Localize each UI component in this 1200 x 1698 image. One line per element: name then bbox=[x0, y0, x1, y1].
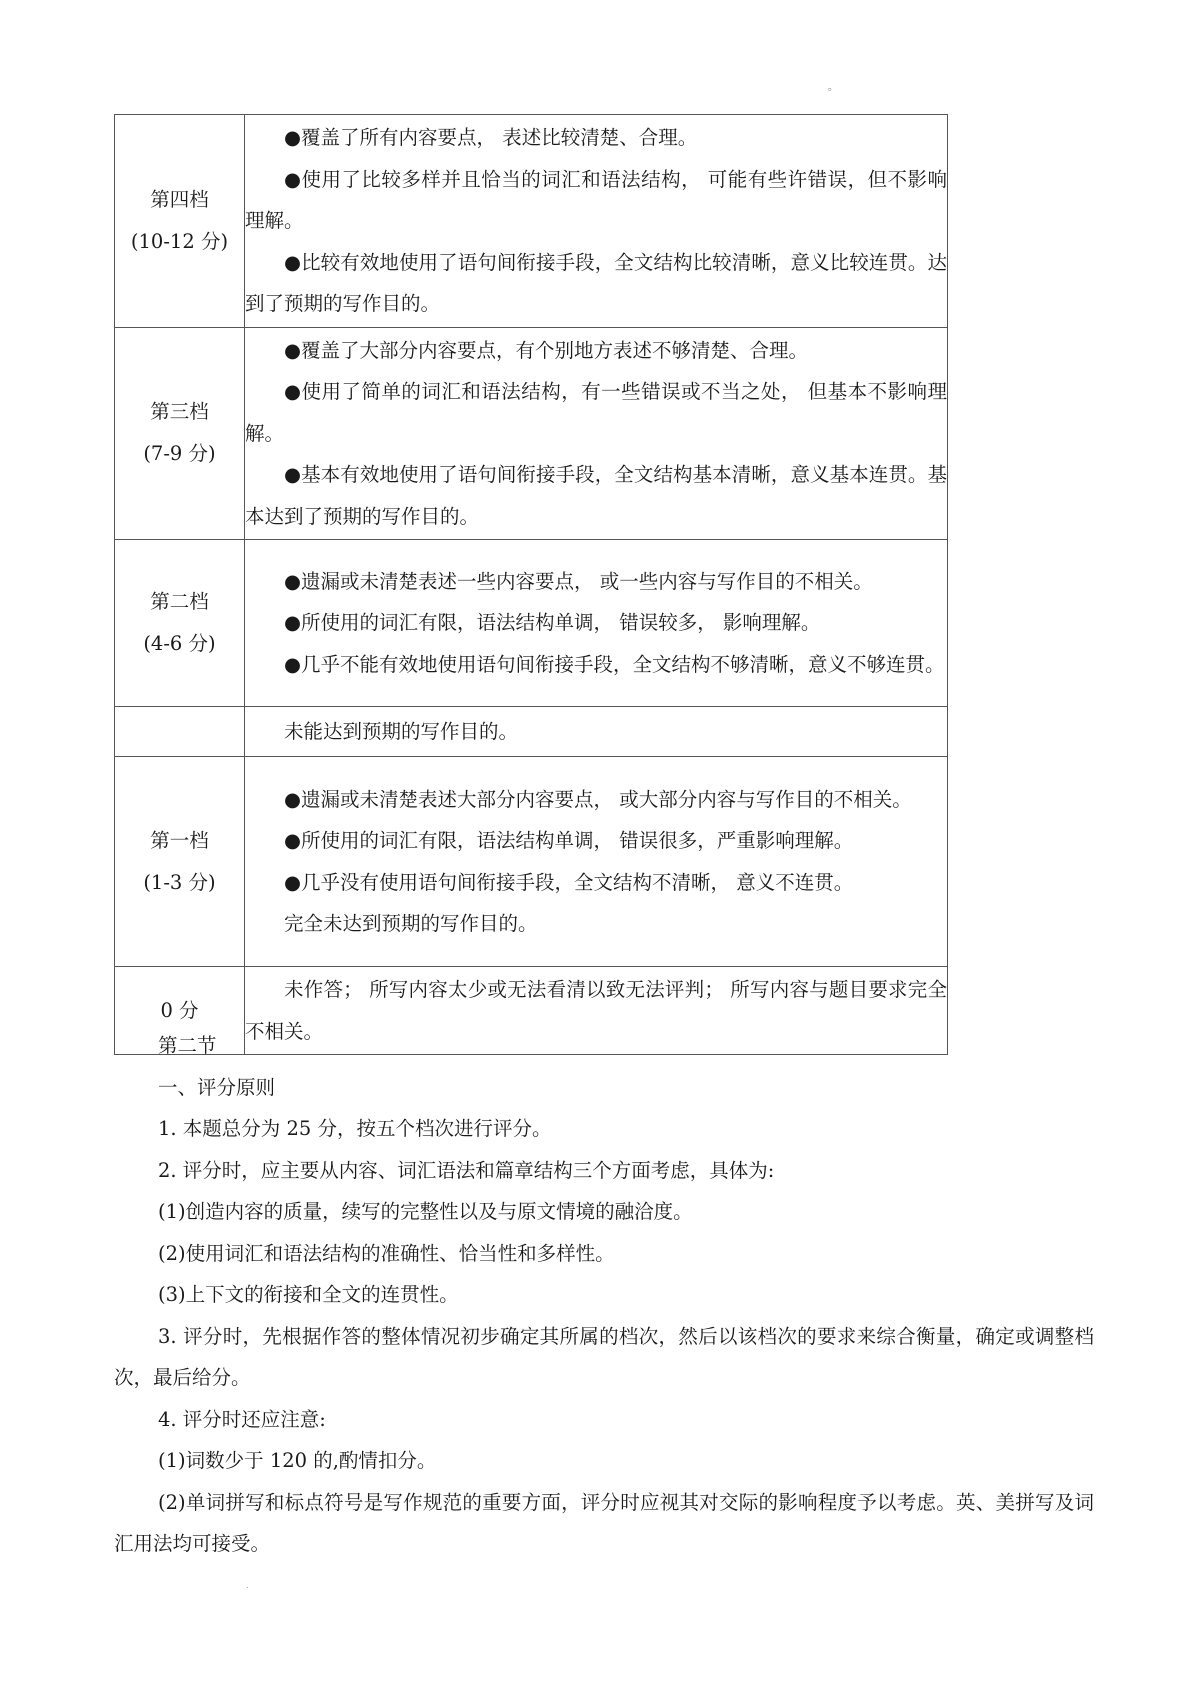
level-score: (7-9 分) bbox=[143, 442, 216, 466]
paragraph: 1. 本题总分为 25 分，按五个档次进行评分。 bbox=[158, 1117, 552, 1140]
level-name: 第一档 bbox=[150, 828, 209, 852]
criterion-line: ●比较有效地使用了语句间衔接手段，全文结构比较清晰，意义比较连贯。达到了预期的写作目的。 bbox=[245, 250, 947, 315]
criterion-line: 未作答； 所写内容太少或无法看清以致无法评判； 所写内容与题目要求完全不相关。 bbox=[245, 978, 947, 1043]
level-name: 0 分 bbox=[160, 998, 199, 1022]
criterion-line: ●使用了比较多样并且恰当的词汇和语法结构， 可能有些许错误，但不影响理解。 bbox=[245, 167, 947, 232]
criterion-line: 完全未达到预期的写作目的。 bbox=[284, 912, 538, 935]
level-name: 第二档 bbox=[150, 590, 209, 613]
paragraph: (3)上下文的衔接和全文的连贯性。 bbox=[158, 1283, 459, 1306]
criterion-line: ●所使用的词汇有限，语法结构单调， 错误很多，严重影响理解。 bbox=[284, 829, 854, 852]
section-subtitle: 一、评分原则 bbox=[158, 1075, 276, 1099]
description-cell bbox=[245, 327, 948, 540]
description-cell bbox=[245, 540, 948, 707]
scoring-rubric-table bbox=[114, 114, 948, 1055]
paragraph: (2)单词拼写和标点符号是写作规范的重要方面，评分时应视其对交际的影响程度予以考虑。英、美拼写及词汇用法均可接受。 bbox=[114, 1490, 1094, 1555]
criterion-line: 未能达到预期的写作目的。 bbox=[284, 719, 519, 743]
level-name: 第三档 bbox=[150, 400, 209, 424]
level-cell bbox=[115, 327, 245, 540]
criterion-line: ●所使用的词汇有限，语法结构单调， 错误较多， 影响理解。 bbox=[284, 611, 821, 635]
table-row bbox=[115, 757, 948, 967]
criterion-line: ●遗漏或未清楚表述大部分内容要点， 或大部分内容与写作目的不相关。 bbox=[284, 787, 912, 811]
paragraph: 4. 评分时还应注意: bbox=[158, 1407, 326, 1431]
empty-level-cell bbox=[115, 707, 245, 757]
table-row bbox=[115, 115, 948, 328]
bottom-mark: . bbox=[246, 1581, 249, 1590]
level-name: 第四档 bbox=[150, 187, 209, 211]
description-cell bbox=[245, 115, 948, 328]
section-two bbox=[114, 1025, 1094, 1565]
paragraph: 2. 评分时，应主要从内容、词汇语法和篇章结构三个方面考虑，具体为: bbox=[158, 1158, 775, 1182]
criterion-line: ●几乎没有使用语句间衔接手段，全文结构不清晰， 意义不连贯。 bbox=[284, 870, 854, 894]
criterion-line: ●基本有效地使用了语句间衔接手段，全文结构基本清晰，意义基本连贯。基本达到了预期的写作目的。 bbox=[245, 463, 947, 528]
criterion-line: ●使用了简单的词汇和语法结构，有一些错误或不当之处， 但基本不影响理解。 bbox=[245, 380, 947, 445]
page-mark: 。 bbox=[828, 82, 838, 93]
level-cell bbox=[115, 115, 245, 328]
criterion-line: ●遗漏或未清楚表述一些内容要点， 或一些内容与写作目的不相关。 bbox=[284, 569, 873, 593]
paragraph: (1)创造内容的质量，续写的完整性以及与原文情境的融洽度。 bbox=[158, 1200, 693, 1223]
level-score: (10-12 分) bbox=[130, 229, 229, 253]
paragraph: 3. 评分时，先根据作答的整体情况初步确定其所属的档次，然后以该档次的要求来综合衡量，确定或调整档次，最后给分。 bbox=[114, 1324, 1094, 1389]
description-cell bbox=[245, 757, 948, 967]
paragraph: (2)使用词汇和语法结构的准确性、恰当性和多样性。 bbox=[158, 1241, 615, 1265]
table-row bbox=[115, 540, 948, 707]
level-score: (1-3 分) bbox=[143, 870, 216, 894]
table-row bbox=[115, 707, 948, 757]
criterion-line: ●几乎不能有效地使用语句间衔接手段，全文结构不够清晰，意义不够连贯。 bbox=[284, 652, 945, 676]
level-cell bbox=[115, 757, 245, 967]
criterion-line: ●覆盖了所有内容要点， 表述比较清楚、合理。 bbox=[284, 126, 698, 149]
section-title: 第二节 bbox=[158, 1034, 217, 1057]
level-cell bbox=[115, 540, 245, 707]
paragraph: (1)词数少于 120 的,酌情扣分。 bbox=[158, 1449, 437, 1472]
level-score: (4-6 分) bbox=[143, 632, 216, 655]
description-cell bbox=[245, 707, 948, 757]
criterion-line: ●覆盖了大部分内容要点，有个别地方表述不够清楚、合理。 bbox=[284, 338, 809, 362]
table-row bbox=[115, 327, 948, 540]
